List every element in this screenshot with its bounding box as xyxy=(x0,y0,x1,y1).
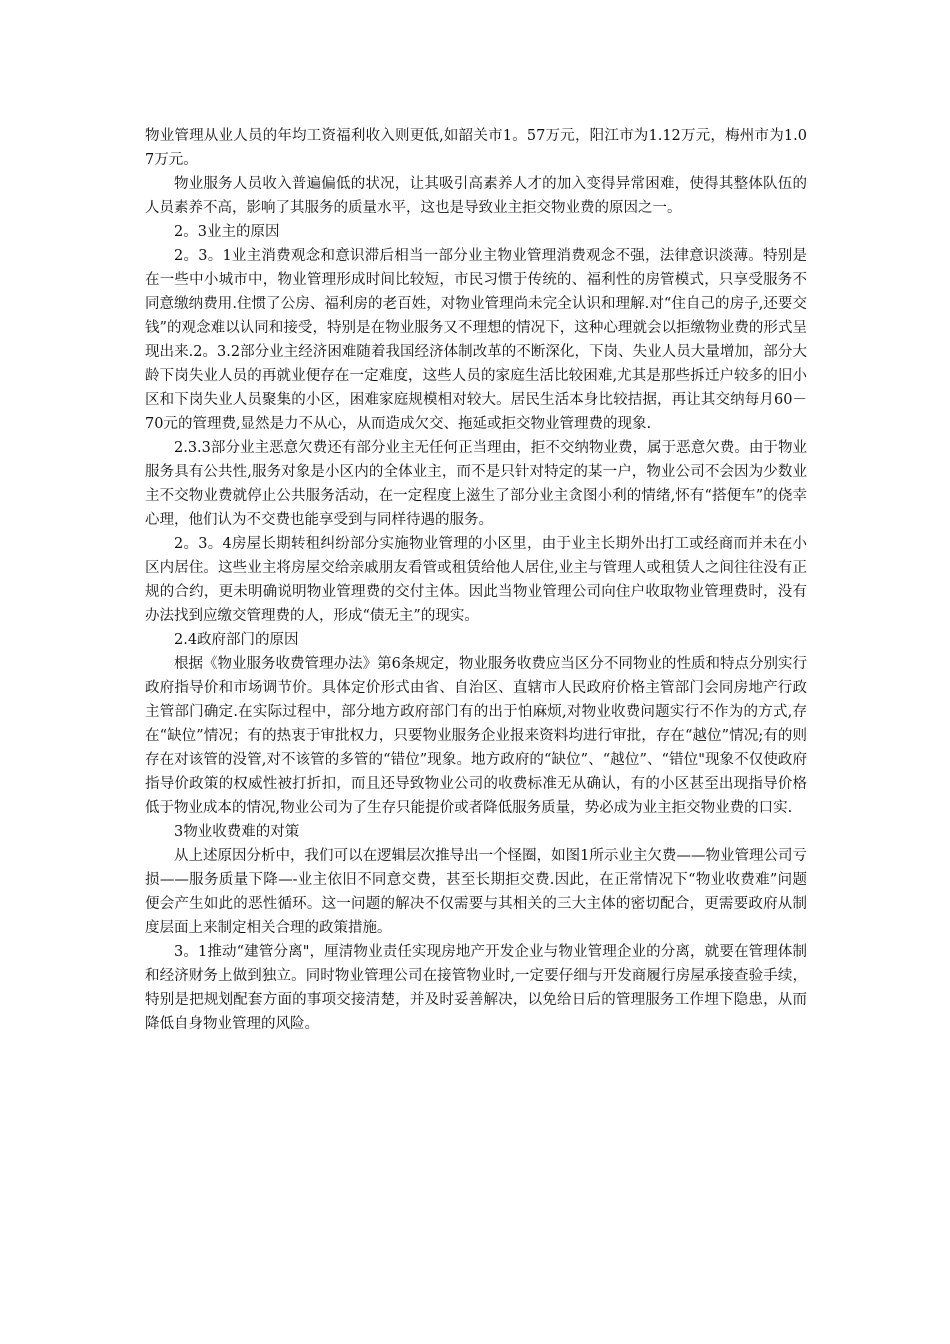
section-heading-government-reasons: 2.4政府部门的原因 xyxy=(174,632,299,648)
paragraph-government-pricing: 根据《物业服务收费管理办法》第6条规定，物业服务收费应当区分不同物业的性质和特点分别实行政府指导价和市场调节价。具体定价形式由省、自治区、直辖市人民政府价格主管部门会同房地产行政主管部门确定.在实际过程中，部分地方政府部门有的出于怕麻烦,对物业收费问题实行不作为的方式,存在“缺位”情况；有的热衷于审批权力，只要物业服务企业报来资料均进行审批，存在“越位”情况;有的则存在对该管的没管,对不该管的多管的“错位”现象。地方政府的“缺位”、“越位”、“错位"现象不仅使政府指导价政策的权威性被打折扣，而且还导致物业公司的收费标准无从确认，有的小区甚至出现指导价格低于物业成本的情况,物业公司为了生存只能提价或者降低服务质量，势必成为业主拒交物业费的口实. xyxy=(145,656,807,816)
paragraph-malicious-arrears: 2.3.3部分业主恶意欠费还有部分业主无任何正当理由，拒不交纳物业费，属于恶意欠费。由于物业服务具有公共性,服务对象是小区内的全体业主，而不是只针对特定的某一户，物业公司不会因为少数业主不交物业费就停止公共服务活动，在一定程度上滋生了部分业主贪图小利的情绪,怀有“搭便车”的侥幸心理，他们认为不交费也能享受到与同样待遇的服务。 xyxy=(145,440,807,528)
section-heading-countermeasures: 3物业收费难的对策 xyxy=(174,824,300,840)
paragraph-long-term-sublet: 2。3。4房屋长期转租纠纷部分实施物业管理的小区里，由于业主长期外出打工或经商而并未在小区内居住。这些业主将房屋交给亲戚朋友看管或租赁给他人居住,业主与管理人或租赁人之间往往没有正规的合约，更未明确说明物业管理费的交付主体。因此当物业管理公司向住户收取物业管理费时，没有办法找到应缴交管理费的人，形成“债无主”的现实。 xyxy=(145,536,807,624)
document-page xyxy=(145,124,807,1036)
paragraph-separation-of-construction-management: 3。1推动“建管分离"，厘清物业责任实现房地产开发企业与物业管理企业的分离，就要在管理体制和经济财务上做到独立。同时物业管理公司在接管物业时,一定要仔细与开发商履行房屋承接查验手续，特别是把规划配套方面的事项交接清楚，并及时妥善解决，以免给日后的管理服务工作埋下隐患，从而降低自身物业管理的风险。 xyxy=(145,944,807,1032)
paragraph-vicious-circle: 从上述原因分析中，我们可以在逻辑层次推导出一个怪圈，如图1所示业主欠费——物业管理公司亏损——服务质量下降—-业主依旧不同意交费，甚至长期拒交费.因此，在正常情况下“物业收费难”问题便会产生如此的恶性循环。这一问题的解决不仅需要与其相关的三大主体的密切配合，更需要政府从制度层面上来制定相关合理的政策措施。 xyxy=(145,848,807,936)
paragraph-wage-income: 物业管理从业人员的年均工资福利收入则更低,如韶关市1。57万元，阳江市为1.12万元，梅州市为1.07万元。 xyxy=(145,128,807,168)
paragraph-owner-consumption-concept: 2。3。1业主消费观念和意识滞后相当一部分业主物业管理消费观念不强，法律意识淡薄。特别是在一些中小城市中，物业管理形成时间比较短，市民习惯于传统的、福利性的房管模式，只享受服务不同意缴纳费用.住惯了公房、福利房的老百姓，对物业管理尚未完全认识和理解.对“住自己的房子,还要交钱”的观念难以认同和接受，特别是在物业服务又不理想的情况下，这种心理就会以拒缴物业费的形式呈现出来.2。3.2部分业主经济困难随着我国经济体制改革的不断深化，下岗、失业人员大量增加，部分大龄下岗失业人员的再就业便存在一定难度，这些人员的家庭生活比较困难,尤其是那些拆迁户较多的旧小区和下岗失业人员聚集的小区，困难家庭规模相对较大。居民生活本身比较拮据，再让其交纳每月60－70元的管理费,显然是力不从心，从而造成欠交、拖延或拒交物业管理费的现象. xyxy=(145,248,807,432)
paragraph-low-income-effect: 物业服务人员收入普遍偏低的状况，让其吸引高素养人才的加入变得异常困难，使得其整体队伍的人员素养不高，影响了其服务的质量水平，这也是导致业主拒交物业费的原因之一。 xyxy=(145,176,807,216)
section-heading-owner-reasons: 2。3业主的原因 xyxy=(174,224,280,240)
